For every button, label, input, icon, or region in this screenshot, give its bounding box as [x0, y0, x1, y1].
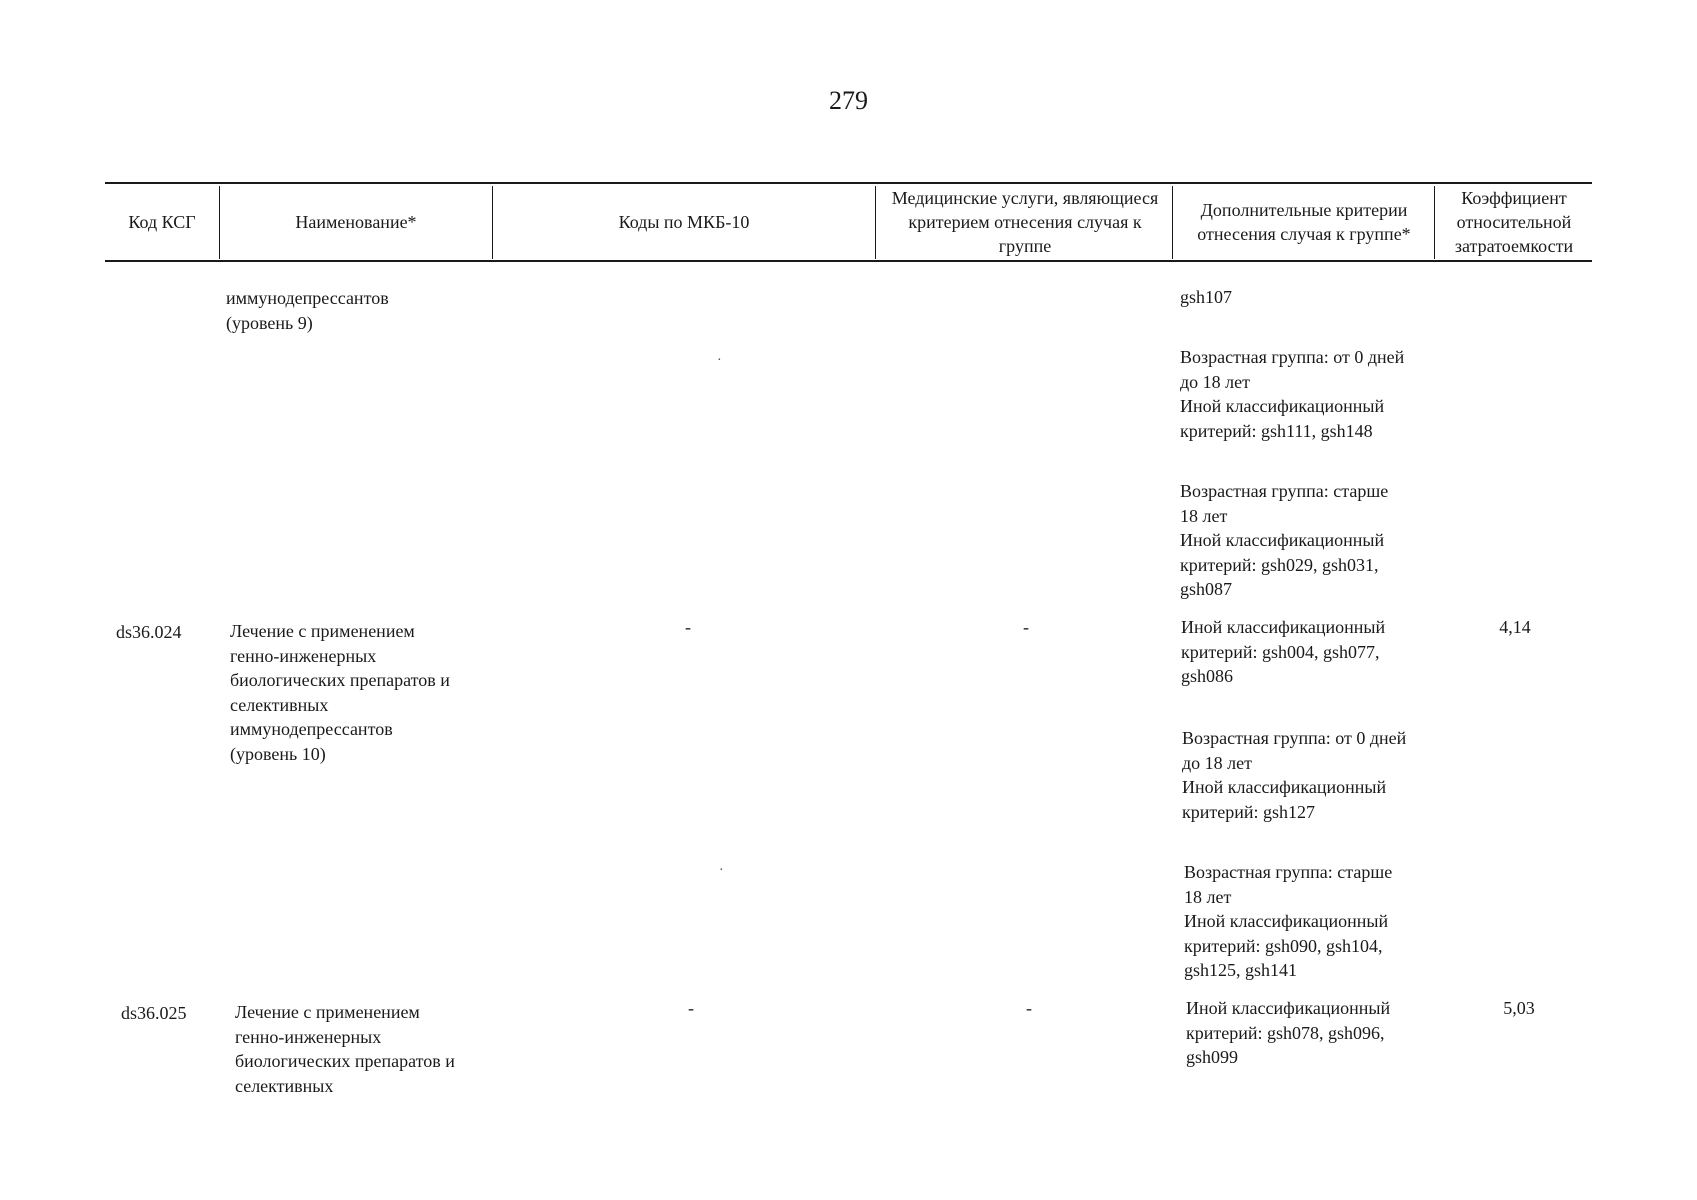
scan-speck: · — [719, 863, 724, 878]
header-coef-text: Коэффициент относительной затратоемкости — [1454, 188, 1574, 256]
header-criteria — [1178, 184, 1430, 260]
continuation-criteria-3: Возрастная группа: старше 18 лет Иной классификационный критерий: gsh029, gsh031, gsh087 — [1180, 481, 1389, 599]
row-code: ds36.024 — [116, 622, 182, 642]
table-header-bottom-rule — [105, 260, 1592, 262]
row-services: - — [1026, 998, 1032, 1018]
row-name: Лечение с применением генно-инженерных биологических препаратов и селективных иммунодепрессантов (уровень 10) — [230, 621, 450, 764]
header-name-text: Наименование* — [295, 212, 417, 232]
col-divider — [1434, 186, 1435, 259]
row-icd: - — [685, 617, 691, 637]
header-code — [105, 184, 219, 260]
row-icd: - — [688, 998, 694, 1018]
row-code: ds36.025 — [121, 1003, 187, 1023]
header-services — [890, 184, 1160, 260]
row-coef: 5,03 — [1503, 998, 1535, 1018]
col-divider — [1172, 186, 1173, 259]
col-divider — [875, 186, 876, 259]
page-number: 279 — [829, 86, 868, 115]
continuation-criteria-2: Возрастная группа: от 0 дней до 18 лет Иной классификационный критерий: gsh111, gsh148 — [1180, 347, 1405, 441]
header-services-text: Медицинские услуги, являющиеся критерием отнесения случая к группе — [891, 188, 1159, 256]
row-services: - — [1023, 617, 1029, 637]
continuation-criteria-1: gsh107 — [1180, 287, 1233, 307]
row-name: Лечение с применением генно-инженерных биологических препаратов и селективных — [235, 1002, 455, 1096]
row-coef: 4,14 — [1499, 617, 1531, 637]
header-coef — [1436, 184, 1592, 260]
row-criteria-1: Иной классификационный критерий: gsh004, gsh077, gsh086 — [1181, 617, 1386, 686]
row-criteria-2: Возрастная группа: от 0 дней до 18 лет Иной классификационный критерий: gsh127 — [1182, 728, 1407, 822]
header-icd — [493, 184, 875, 260]
scan-speck: · — [717, 353, 722, 368]
header-name — [220, 184, 492, 260]
header-icd-text: Коды по МКБ-10 — [618, 212, 750, 232]
header-criteria-text: Дополнительные критерии отнесения случая к группе* — [1197, 200, 1411, 244]
continuation-name: иммунодепрессантов (уровень 9) — [226, 288, 389, 333]
row-criteria-3: Возрастная группа: старше 18 лет Иной классификационный критерий: gsh090, gsh104, gsh125, gsh141 — [1184, 862, 1393, 980]
row-criteria-1: Иной классификационный критерий: gsh078, gsh096, gsh099 — [1186, 998, 1391, 1067]
header-code-text: Код КСГ — [128, 212, 196, 232]
